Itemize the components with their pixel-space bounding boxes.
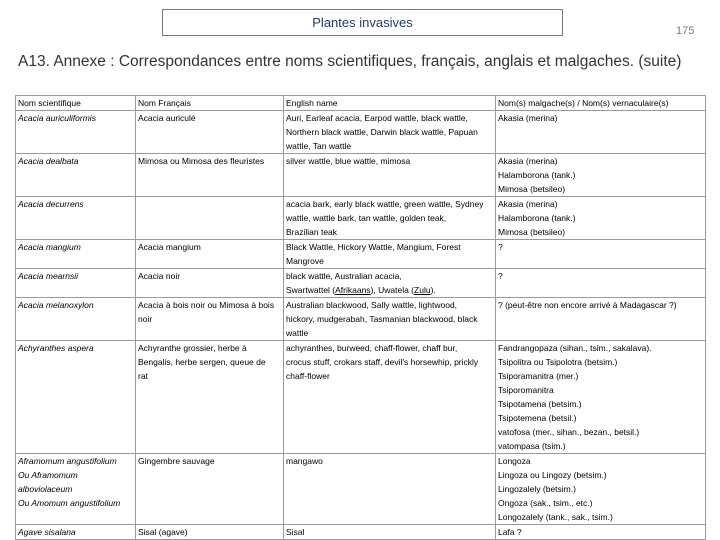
cell-line: vatompasa (tsim.)	[498, 441, 566, 451]
cell-line: Acacia noir	[138, 271, 181, 281]
scientific-name-cell	[16, 154, 136, 197]
cell-line: Ou Amomum angustifolium	[18, 498, 121, 508]
malagasy-name-cell	[496, 454, 706, 525]
cell-line: hickory, mudgerabah, Tasmanian blackwood, black	[286, 314, 478, 324]
cell-line: Acacia auriculé	[138, 113, 196, 123]
cell-line: Gingembre sauvage	[138, 456, 215, 466]
afrikaans-link[interactable]: Afrikaans	[335, 285, 371, 295]
english-name-cell	[284, 197, 496, 240]
cell-line: ?	[498, 242, 503, 252]
cell-line: Sisal	[286, 527, 305, 537]
cell-line: Mangrove	[286, 256, 324, 266]
cell-line: alboviolaceum	[18, 484, 73, 494]
column-header-french: Nom Français	[136, 96, 284, 111]
english-name-cell	[284, 454, 496, 525]
cell-line: Halamborona (tank.)	[498, 170, 576, 180]
english-name-cell	[284, 240, 496, 269]
cell-line: Australian blackwood, Sally wattle, lightwood,	[286, 300, 458, 310]
cell-line: Agave sisalana	[18, 527, 76, 537]
cell-line: chaff-flower	[286, 371, 330, 381]
cell-line: Lingoza ou Lingozy (betsim.)	[498, 470, 607, 480]
cell-line: Northern black wattle, Darwin black wattle, Papuan	[286, 127, 478, 137]
malagasy-name-cell	[496, 154, 706, 197]
cell-line: mangawo	[286, 456, 323, 466]
table-row	[16, 111, 706, 154]
cell-line: acacia bark, early black wattle, green wattle, Sydney	[286, 199, 484, 209]
french-name-cell	[136, 240, 284, 269]
cell-text: ), Uwatela (	[370, 285, 415, 295]
page-number: 175	[676, 25, 695, 37]
table-row	[16, 341, 706, 454]
table-row	[16, 154, 706, 197]
malagasy-name-cell	[496, 197, 706, 240]
cell-line: Akasia (merina)	[498, 156, 558, 166]
cell-line: Akasia (merina)	[498, 113, 558, 123]
cell-line: black wattle, Australian acacia,	[286, 271, 402, 281]
column-header-malagasy: Nom(s) malgache(s) / Nom(s) vernaculaire(s)	[496, 96, 706, 111]
cell-line: Tsiporamanitra (mer.)	[498, 371, 579, 381]
cell-line: rat	[138, 371, 148, 381]
cell-line: wattle	[286, 328, 309, 338]
cell-line: Tsipotemena (betsil.)	[498, 413, 577, 423]
cell-line: Akasia (merina)	[498, 199, 558, 209]
cell-line: Achyranthes aspera	[18, 343, 94, 353]
document-header-box	[162, 9, 563, 36]
cell-text: Swartwattel (	[286, 285, 336, 295]
cell-line: Acacia auriculiformis	[18, 113, 96, 123]
french-name-cell	[136, 111, 284, 154]
cell-line: Achyranthe grossier, herbe à	[138, 343, 247, 353]
english-name-cell	[284, 525, 496, 540]
cell-line: Mimosa ou Mimosa des fleuristes	[138, 156, 265, 166]
scientific-name-cell	[16, 111, 136, 154]
column-header-english: English name	[284, 96, 496, 111]
cell-line: Mimosa (betsileo)	[498, 184, 566, 194]
cell-line: Ou Aframomum	[18, 470, 78, 480]
zulu-link[interactable]: Zulu	[414, 285, 431, 295]
cell-line: Longoza	[498, 456, 531, 466]
cell-line: Lafa ?	[498, 527, 522, 537]
table-row	[16, 525, 706, 540]
cell-line: Acacia mangium	[18, 242, 81, 252]
french-name-cell	[136, 154, 284, 197]
document-header-title: Plantes invasives	[312, 15, 413, 30]
table-row	[16, 298, 706, 341]
french-name-cell	[136, 269, 284, 298]
table-row	[16, 454, 706, 525]
malagasy-name-cell	[496, 298, 706, 341]
french-name-cell	[136, 298, 284, 341]
english-name-cell	[284, 154, 496, 197]
cell-line: Longozalely (tank., sak., tsim.)	[498, 512, 613, 522]
cell-line: Tsiporomanitra	[498, 385, 554, 395]
cell-line: Lingozalely (betsim.)	[498, 484, 576, 494]
cell-line: Halamborona (tank.)	[498, 213, 576, 223]
malagasy-name-cell	[496, 111, 706, 154]
cell-line: achyranthes, burweed, chaff-flower, chaff bur,	[286, 343, 458, 353]
scientific-name-cell	[16, 269, 136, 298]
scientific-name-cell	[16, 197, 136, 240]
scientific-name-cell	[16, 298, 136, 341]
malagasy-name-cell	[496, 341, 706, 454]
cell-line: Acacia decurrens	[18, 199, 84, 209]
cell-line: Sisal (agave)	[138, 527, 188, 537]
cell-text: ).	[430, 285, 436, 295]
column-header-scientific: Nom scientifique	[16, 96, 136, 111]
scientific-name-cell	[16, 341, 136, 454]
cell-line: Acacia mangium	[138, 242, 201, 252]
cell-line: Brazilian teak	[286, 227, 338, 237]
cell-line: Tsipotamena (betsim.)	[498, 399, 582, 409]
cell-line: Tsipolitra ou Tsipolotra (betsim.)	[498, 357, 618, 367]
malagasy-name-cell	[496, 525, 706, 540]
malagasy-name-cell	[496, 269, 706, 298]
french-name-cell	[136, 197, 284, 240]
cell-line: Fandrangopaza (sihan., tsim., sakalava).	[498, 343, 652, 353]
annex-title: A13. Annexe : Correspondances entre noms scientifiques, français, anglais et malgaches. (suite)	[18, 53, 682, 70]
cell-line: Mimosa (betsileo)	[498, 227, 566, 237]
cell-line: ?	[498, 271, 503, 281]
cell-line: Acacia à bois noir ou Mimosa à bois	[138, 300, 275, 310]
cell-line: Black Wattle, Hickory Wattle, Mangium, Forest	[286, 242, 461, 252]
french-name-cell	[136, 525, 284, 540]
malagasy-name-cell	[496, 240, 706, 269]
english-name-cell	[284, 298, 496, 341]
cell-line: wattle, Tan wattle	[286, 141, 352, 151]
english-name-cell	[284, 269, 496, 298]
french-name-cell	[136, 341, 284, 454]
english-name-cell	[284, 341, 496, 454]
table-row	[16, 240, 706, 269]
cell-line: Acacia melanoxylon	[18, 300, 94, 310]
cell-line: ? (peut-être non encore arrivé à Madagascar ?)	[498, 300, 677, 310]
cell-line: Ongoza (sak., tsim., etc.)	[498, 498, 593, 508]
scientific-name-cell	[16, 525, 136, 540]
table-row	[16, 197, 706, 240]
scientific-name-cell	[16, 454, 136, 525]
cell-line: Bengalis, herbe sergen, queue de	[138, 357, 266, 367]
cell-line: crocus stuff, crokars staff, devil's horsewhip, prickly	[286, 357, 479, 367]
scientific-name-cell	[16, 240, 136, 269]
cell-line: Auri, Earleaf acacia, Earpod wattle, black wattle,	[286, 113, 468, 123]
table-row	[16, 269, 706, 298]
table-header-row	[16, 96, 706, 111]
cell-line: noir	[138, 314, 153, 324]
cell-line: Aframomum angustifolium	[18, 456, 117, 466]
french-name-cell	[136, 454, 284, 525]
cell-line: vatofosa (mer., sihan., bezan., betsil.)	[498, 427, 640, 437]
correspondence-table	[15, 95, 706, 540]
cell-line: Acacia dealbata	[18, 156, 79, 166]
cell-line: silver wattle, blue wattle, mimosa	[286, 156, 411, 166]
english-name-cell	[284, 111, 496, 154]
cell-line	[286, 283, 493, 297]
cell-line: Acacia mearnsii	[18, 271, 78, 281]
cell-line: wattle, wattle bark, tan wattle, golden teak,	[286, 213, 447, 223]
